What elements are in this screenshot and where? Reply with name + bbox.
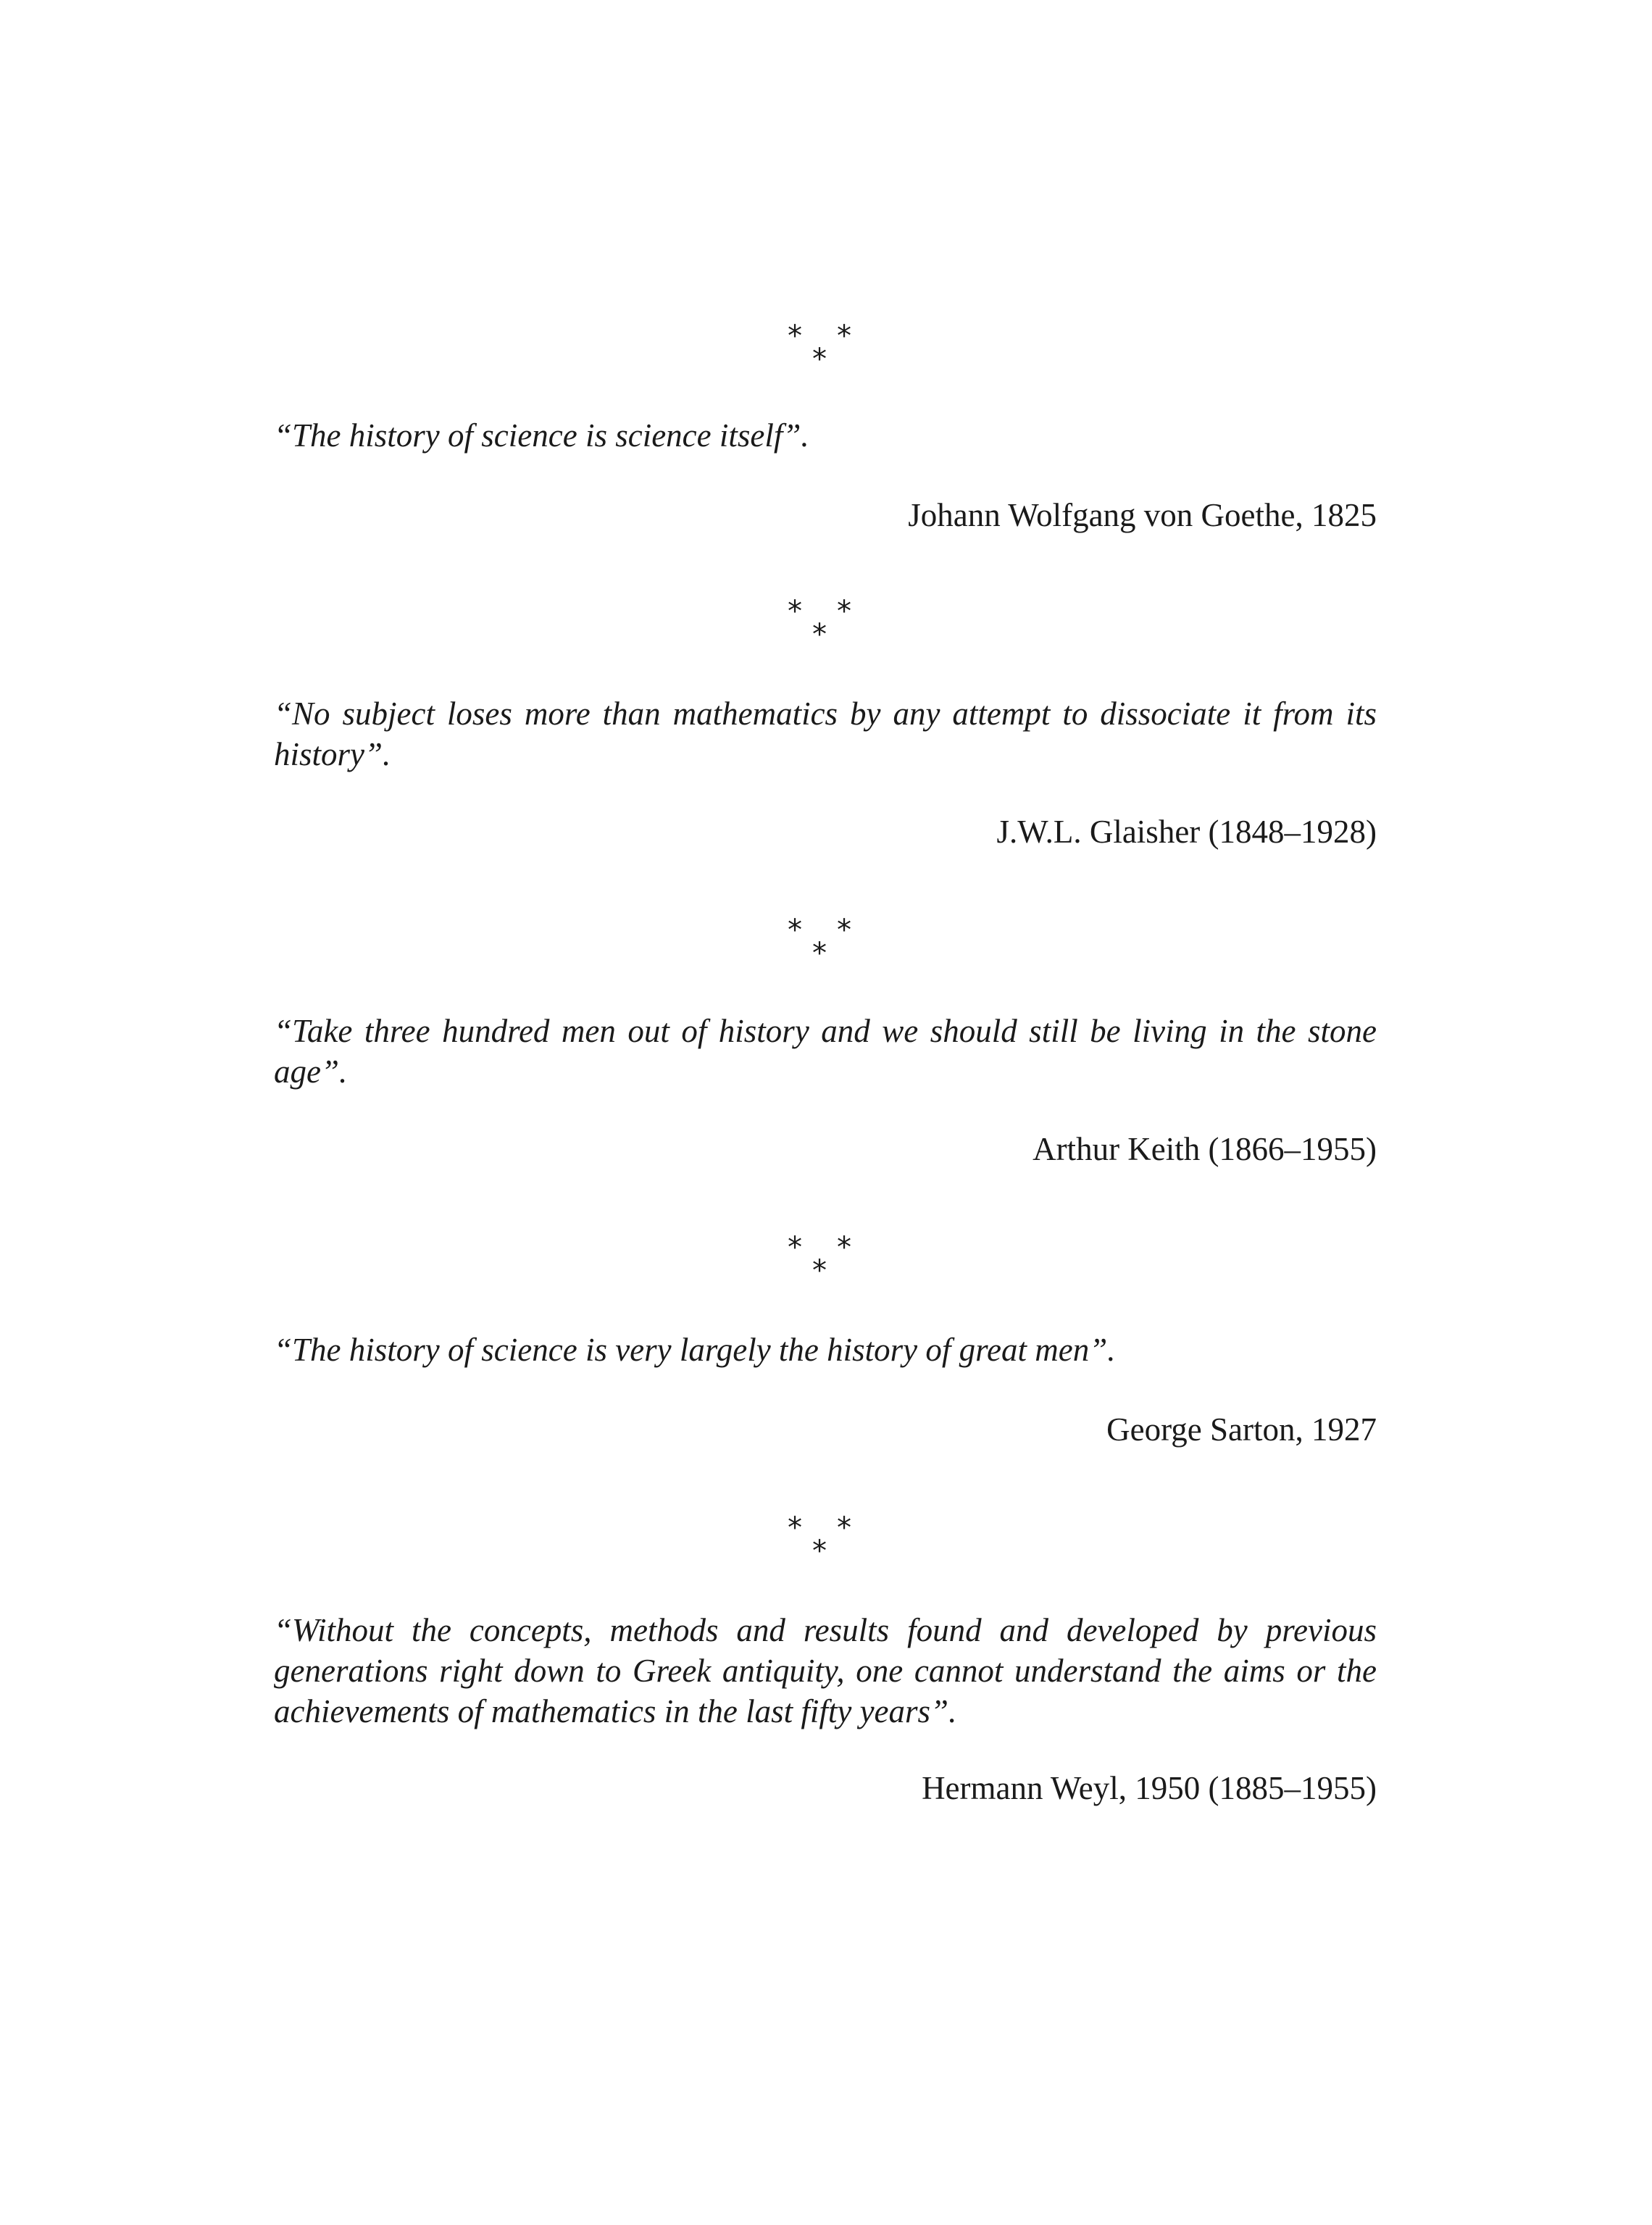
asterisk: * — [786, 1511, 804, 1545]
quote-text: “Without the concepts, methods and results found and developed by previous generations right down to Greek antiquity, one cannot understand the aims or the achievements of mathematics in the last fifty years”. — [274, 1612, 1377, 1729]
asterisk: * — [786, 1231, 804, 1264]
asterism-separator — [274, 1223, 1377, 1288]
quote-author: Hermann Weyl, 1950 (1885–1955) — [922, 1770, 1377, 1806]
quote-author: Johann Wolfgang von Goethe, 1825 — [908, 497, 1377, 533]
quote-text: “The history of science is very largely the history of great men”. — [274, 1332, 1116, 1368]
quote-text: “The history of science is science itself”. — [274, 417, 809, 454]
asterisk: * — [811, 618, 829, 651]
asterisk: * — [835, 914, 854, 947]
asterism-separator — [274, 1503, 1377, 1569]
asterisk: * — [786, 320, 804, 353]
asterisk: * — [835, 1511, 854, 1545]
quote-text: “Take three hundred men out of history and we should still be living in the stone age”. — [274, 1013, 1377, 1090]
quote-author: J.W.L. Glaisher (1848–1928) — [996, 814, 1377, 850]
asterism-separator — [274, 906, 1377, 971]
asterisk: * — [835, 595, 854, 628]
asterisk: * — [811, 343, 829, 376]
asterisk: * — [835, 320, 854, 353]
asterisk: * — [835, 1231, 854, 1264]
asterism-separator — [274, 587, 1377, 652]
asterisk: * — [811, 1535, 829, 1568]
quote-author: George Sarton, 1927 — [1106, 1411, 1377, 1448]
asterisk: * — [786, 595, 804, 628]
quote-text: “No subject loses more than mathematics by any attempt to dissociate it from its history”. — [274, 696, 1377, 772]
asterisk: * — [811, 937, 829, 970]
asterisk: * — [811, 1254, 829, 1287]
asterism-separator — [274, 312, 1377, 377]
asterisk: * — [786, 914, 804, 947]
quote-author: Arthur Keith (1866–1955) — [1032, 1131, 1377, 1167]
